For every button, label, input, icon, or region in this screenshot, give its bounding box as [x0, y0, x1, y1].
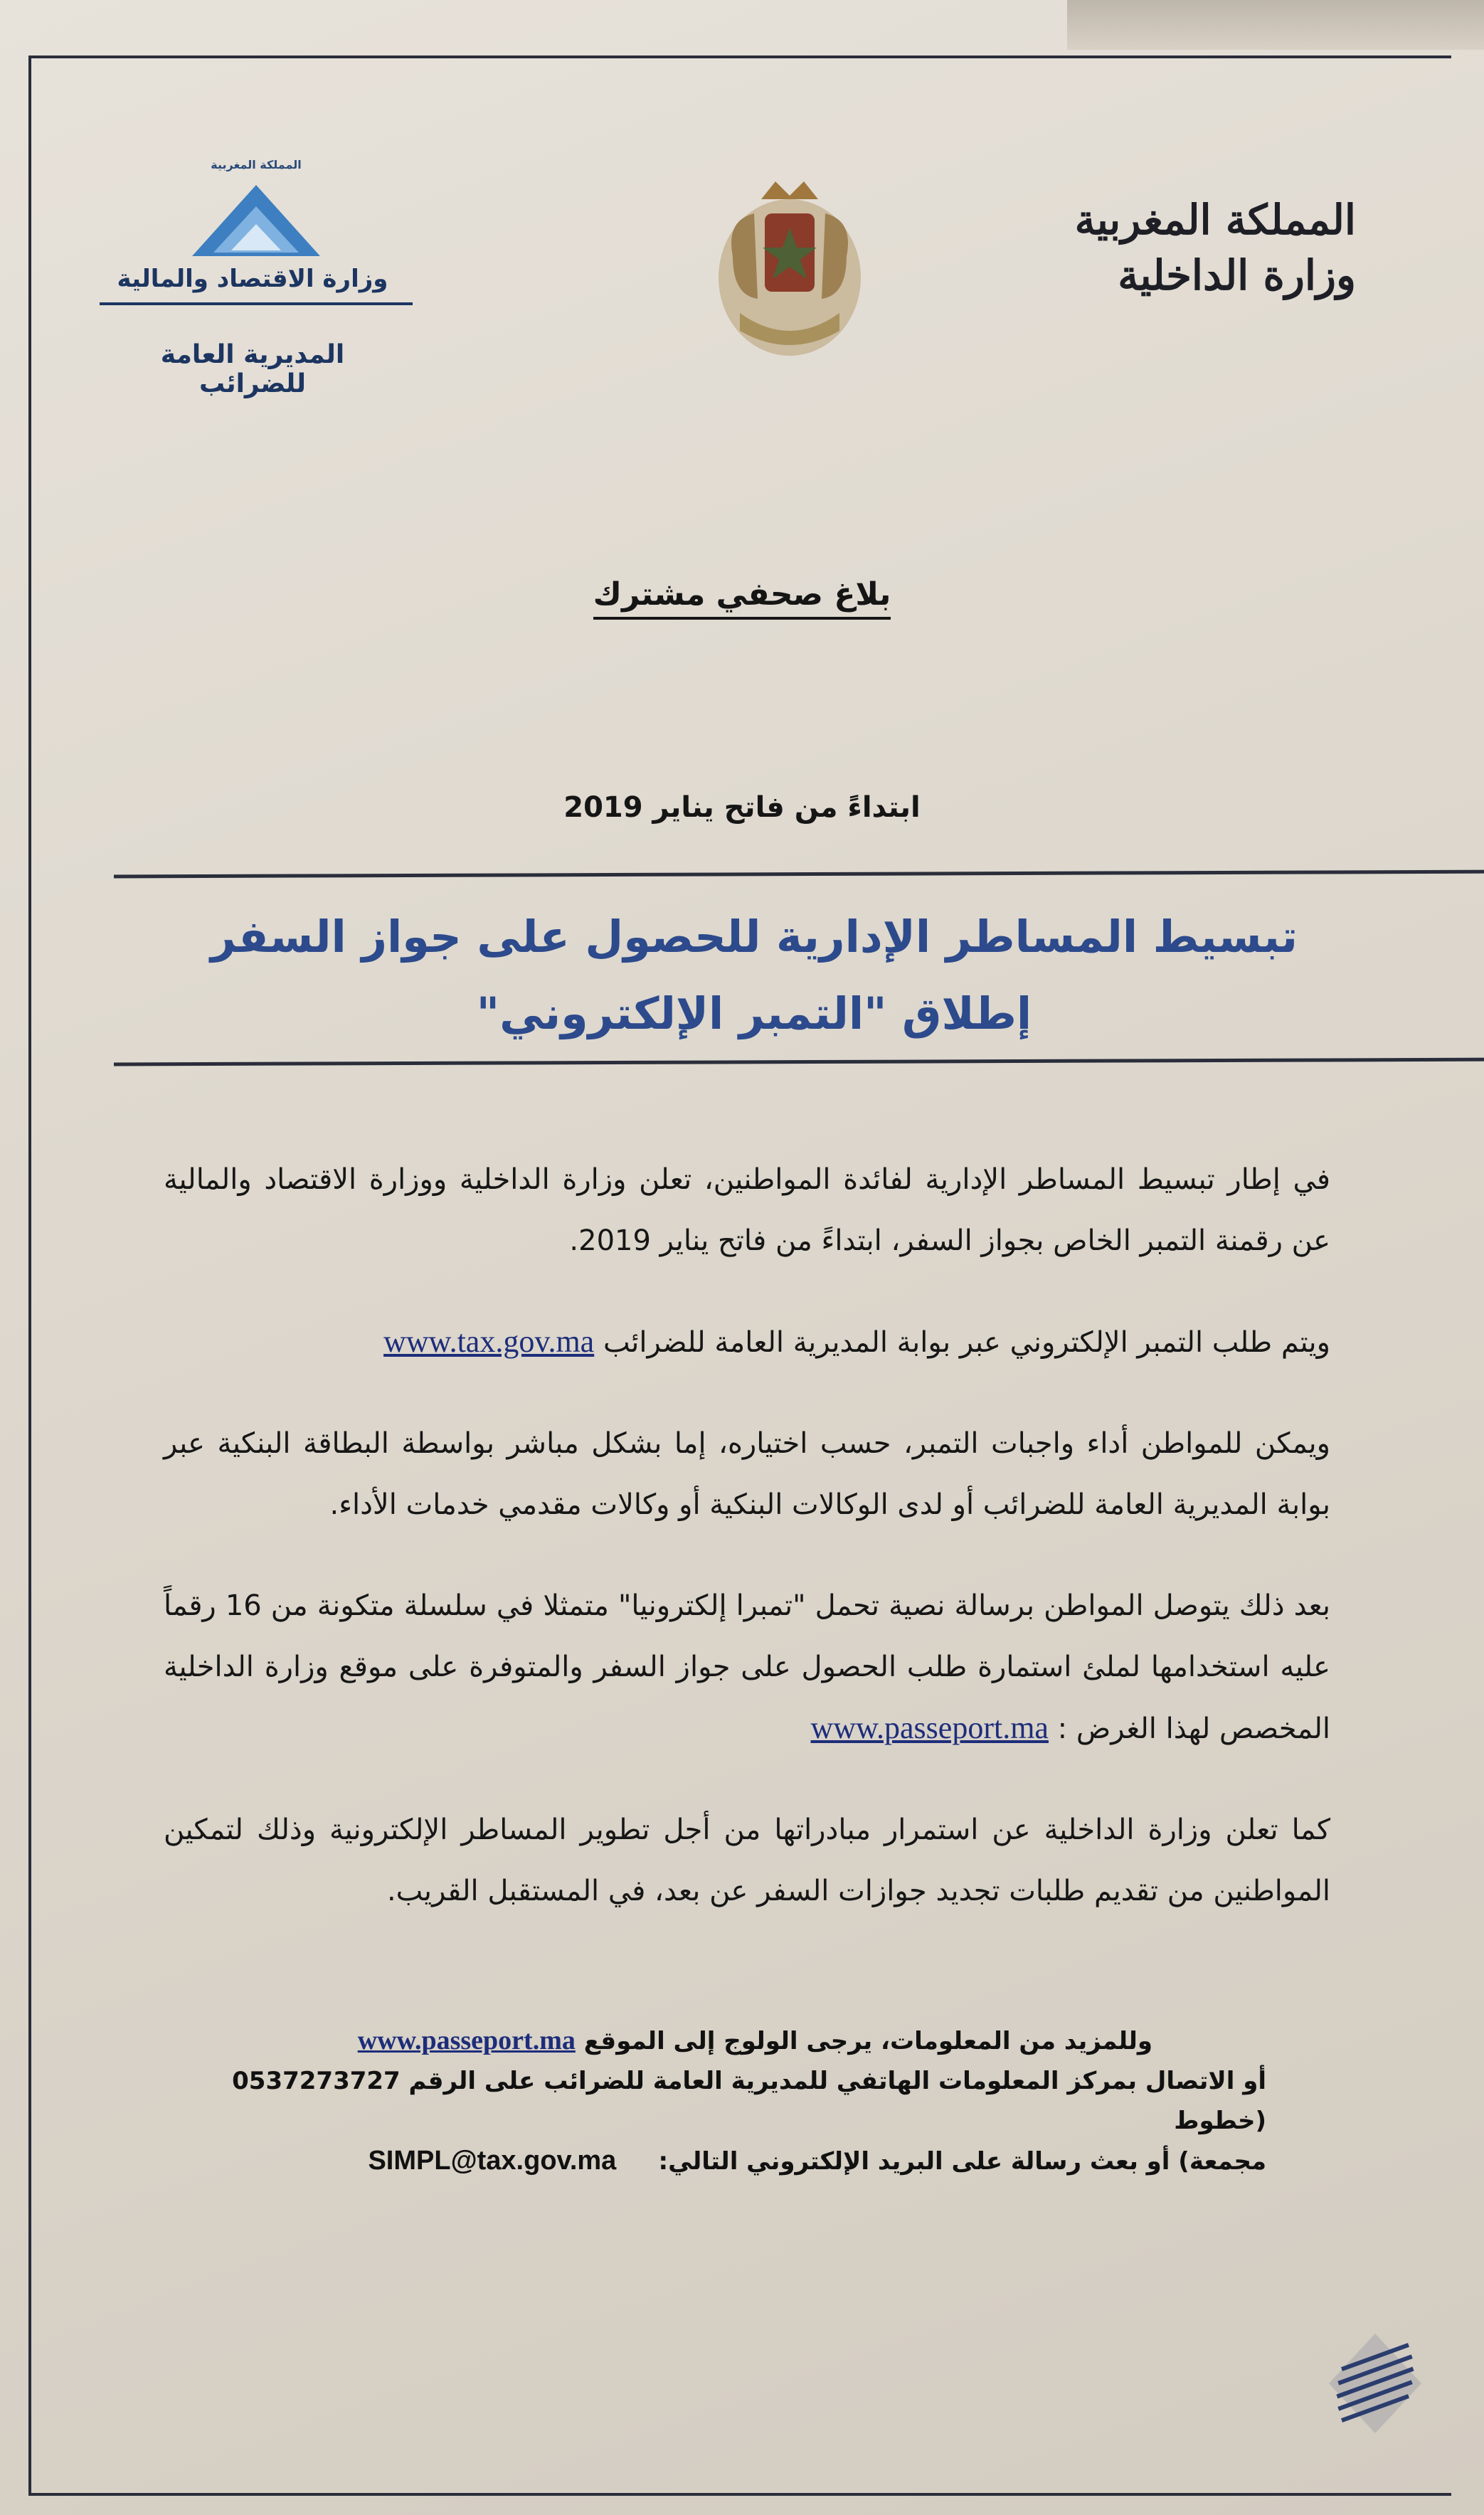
footer-line-1-text: وللمزيد من المعلومات، يرجى الولوج إلى الموقع — [583, 2027, 1152, 2055]
footer-line-3 — [178, 2141, 1266, 2181]
press-title-text: بلاغ صحفي مشترك — [593, 576, 891, 620]
headline-line1: تبسيط المساطر الإدارية للحصول على جواز السفر — [210, 911, 1298, 963]
logo-kingdom-text: المملكة المغربية — [211, 158, 302, 171]
dgi-label: المديرية العامة للضرائب — [160, 340, 345, 398]
logo-divider — [100, 302, 413, 305]
paragraph-5: كما تعلن وزارة الداخلية عن استمرار مبادراتها من أجل تطوير المساطر الإلكترونية وذلك لتمكين المواطنين من تقديم طلبات تجديد جوازات السفر عن بعد، في المستقبل القريب. — [164, 1814, 1330, 1907]
passport-site-link[interactable]: www.passeport.ma — [810, 1710, 1049, 1745]
kingdom-label: المملكة المغربية — [1074, 196, 1356, 244]
paragraph-4 — [164, 1575, 1330, 1759]
paragraph-2-text: ويتم طلب التمبر الإلكتروني عبر بوابة المديرية العامة للضرائب — [603, 1326, 1330, 1359]
body-text — [164, 1149, 1330, 1961]
paragraph-3: ويمكن للمواطن أداء واجبات التمبر، حسب اختياره، إما بشكل مباشر بواسطة البطاقة البنكية عبر بوابة المديرية العامة للضرائب أو لدى الوكالات البنكية أو وكالات مقدمي خدمات الأداء. — [164, 1427, 1330, 1521]
paper-fold — [1067, 0, 1484, 50]
headline-line2: إطلاق "التمبر الإلكتروني" — [476, 988, 1032, 1039]
date-line: ابتداءً من فاتح يناير 2019 — [563, 791, 921, 824]
paragraph-1: في إطار تبسيط المساطر الإدارية لفائدة المواطنين، تعلن وزارة الداخلية ووزارة الاقتصاد والمالية عن رقمنة التمبر الخاص بجواز السفر، ابتداءً من فاتح يناير 2019. — [164, 1163, 1330, 1257]
footer-contact — [178, 2021, 1266, 2181]
paragraph-2 — [164, 1311, 1330, 1373]
footer-email[interactable]: SIMPL@tax.gov.ma — [368, 2146, 617, 2176]
footer-line-2: أو الاتصال بمركز المعلومات الهاتفي للمديرية العامة للضرائب على الرقم 0537273727 (خطوط — [232, 2067, 1266, 2135]
paragraph-4-text: بعد ذلك يتوصل المواطن برسالة نصية تحمل "تمبرا إلكترونيا" متمثلا في سلسلة متكونة من 16 رقماً عليه استخدامها لملئ استمارة طلب الحصول على جواز السفر والمتوفرة على موقع وزارة الداخلية المخصص لهذا الغرض : — [164, 1589, 1331, 1745]
footer-line-1 — [178, 2021, 1266, 2061]
tax-portal-link[interactable]: www.tax.gov.ma — [383, 1324, 595, 1359]
footer-line-3-text: مجمعة) أو بعث رسالة على البريد الإلكتروني التالي: — [658, 2147, 1266, 2176]
dgi-diamond-logo-icon — [1322, 2326, 1429, 2455]
header-interior — [1075, 192, 1356, 303]
moroccan-coat-of-arms-icon — [704, 171, 875, 363]
ministry-finance-label: وزارة الاقتصاد والمالية — [117, 265, 388, 293]
footer-passport-link[interactable]: www.passeport.ma — [357, 2026, 576, 2055]
press-title — [427, 576, 1057, 613]
ministry-interior-label: وزارة الداخلية — [1118, 251, 1356, 300]
